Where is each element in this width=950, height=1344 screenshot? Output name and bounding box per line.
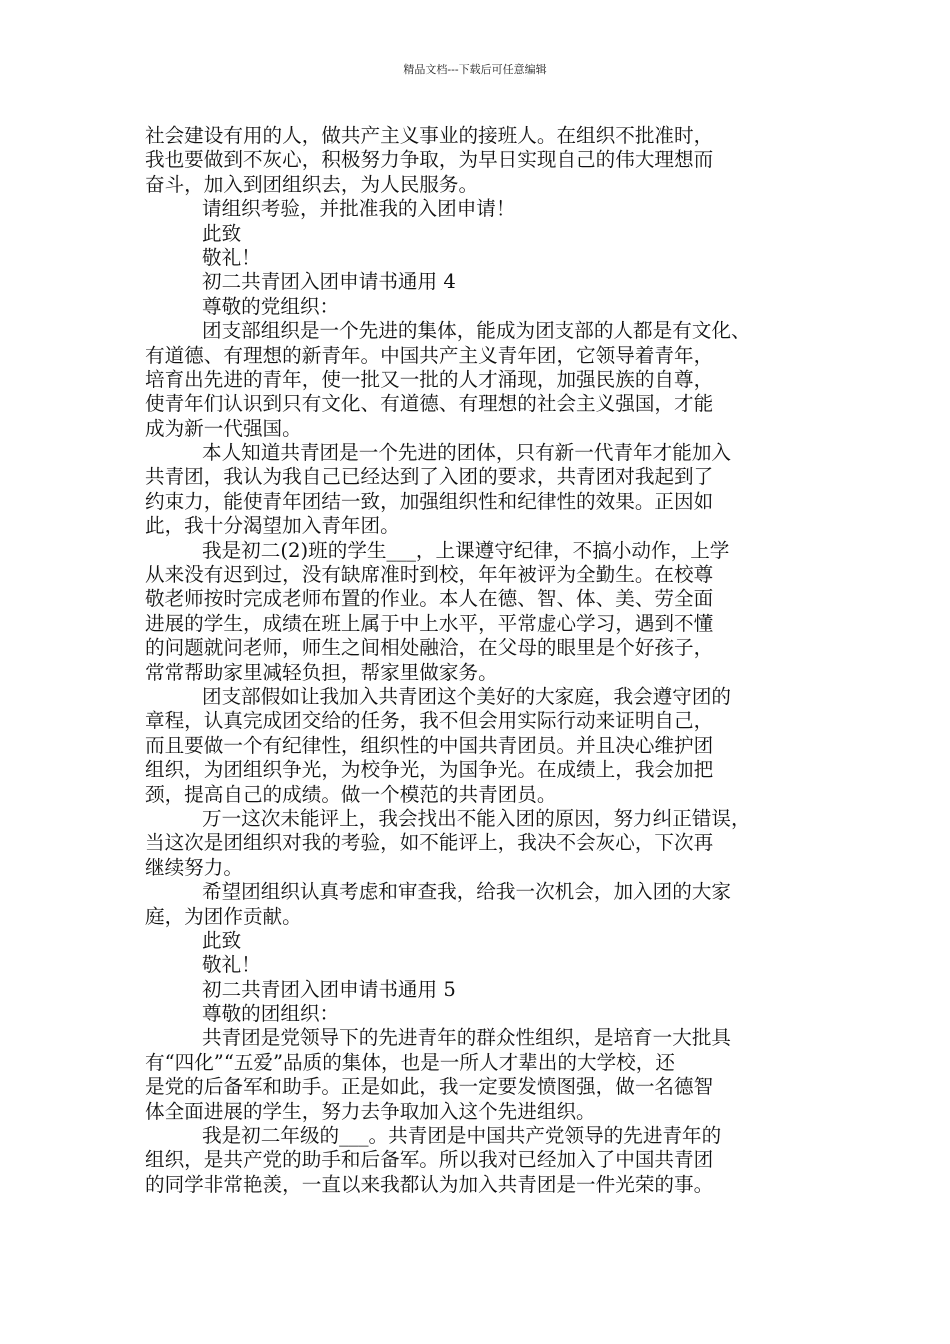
text-line: 初二共青团入团申请书通用 5 [202,977,456,1001]
text-line: 敬礼！ [202,245,261,269]
text-line: 进展的学生，成绩在班上属于中上水平，平常虚心学习，遇到不懂 [145,611,714,635]
text-line: 此致 [202,928,242,952]
text-line: 此致 [202,221,242,245]
page-header: 精品文档---下载后可任意编辑 [403,63,547,76]
text-line: 的问题就问老师，师生之间相处融洽，在父母的眼里是个好孩子， [145,636,714,660]
text-line: 有“四化”“五爱”品质的集体，也是一所人才辈出的大学校，还 [145,1050,675,1074]
text-line: 共青团是党领导下的先进青年的群众性组织，是培育一大批具 [202,1026,732,1050]
text-line: 培育出先进的青年，使一批又一批的人才涌现，加强民族的自尊， [145,367,714,391]
text-line: 体全面进展的学生，努力去争取加入这个先进组织。 [145,1099,596,1123]
text-line: 当这次是团组织对我的考验，如不能评上，我决不会灰心，下次再 [145,831,714,855]
text-line: 常常帮助家里减轻负担，帮家里做家务。 [145,660,498,684]
text-line: 的同学非常艳羡，一直以来我都认为加入共青团是一件光荣的事。 [145,1172,714,1196]
text-line: 尊敬的党组织： [202,294,340,318]
text-line: 是党的后备军和助手。正是如此，我一定要发愤图强，做一名德智 [145,1075,714,1099]
document-body [145,124,809,1197]
text-line: 万一这次未能评上，我会找出不能入团的原因，努力纠正错误， [202,806,751,830]
text-line: 成为新一代强国。 [145,416,302,440]
text-line: 此，我十分渴望加入青年团。 [145,514,400,538]
text-line: 章程，认真完成团交给的任务，我不但会用实际行动来证明自己， [145,709,714,733]
text-line: 敬老师按时完成老师布置的作业。本人在德、智、体、美、劳全面 [145,587,714,611]
text-line: 团支部假如让我加入共青团这个美好的大家庭，我会遵守团的 [202,684,732,708]
text-line: 敬礼！ [202,953,261,977]
text-line: 继续努力。 [145,855,243,879]
text-line: 而且要做一个有纪律性，组织性的中国共青团员。并且决心维护团 [145,733,714,757]
text-line: 我是初二(2)班的学生___，上课遵守纪律，不搞小动作，上学 [202,538,730,562]
text-line: 有道德、有理想的新青年。中国共产主义青年团，它领导着青年， [145,343,714,367]
text-line: 共青团，我认为我自己已经达到了入团的要求，共青团对我起到了 [145,465,714,489]
text-line: 请组织考验，并批准我的入团申请！ [202,197,516,221]
text-line: 本人知道共青团是一个先进的团体，只有新一代青年才能加入 [202,441,732,465]
text-line: 奋斗，加入到团组织去，为人民服务。 [145,172,479,196]
text-line: 组织，是共产党的助手和后备军。所以我对已经加入了中国共青团 [145,1148,714,1172]
text-line: 希望团组织认真考虑和审查我，给我一次机会，加入团的大家 [202,880,732,904]
text-line: 我也要做到不灰心，积极努力争取，为早日实现自己的伟大理想而 [145,148,714,172]
text-line: 团支部组织是一个先进的集体，能成为团支部的人都是有文化、 [202,319,751,343]
text-line: 组织，为团组织争光，为校争光，为国争光。在成绩上，我会加把 [145,758,714,782]
text-line: 尊敬的团组织： [202,1002,340,1026]
text-line: 我是初二年级的___。共青团是中国共产党领导的先进青年的 [202,1124,722,1148]
text-line: 从来没有迟到过，没有缺席准时到校，年年被评为全勤生。在校尊 [145,563,714,587]
text-line: 使青年们认识到只有文化、有道德、有理想的社会主义强国，才能 [145,392,714,416]
text-line: 庭，为团作贡献。 [145,904,302,928]
text-line: 初二共青团入团申请书通用 4 [202,270,456,294]
text-line: 颈，提高自己的成绩。做一个模范的共青团员。 [145,782,557,806]
text-line: 约束力，能使青年团结一致，加强组织性和纪律性的效果。正因如 [145,489,714,513]
text-line: 社会建设有用的人，做共产主义事业的接班人。在组织不批准时， [145,124,714,147]
